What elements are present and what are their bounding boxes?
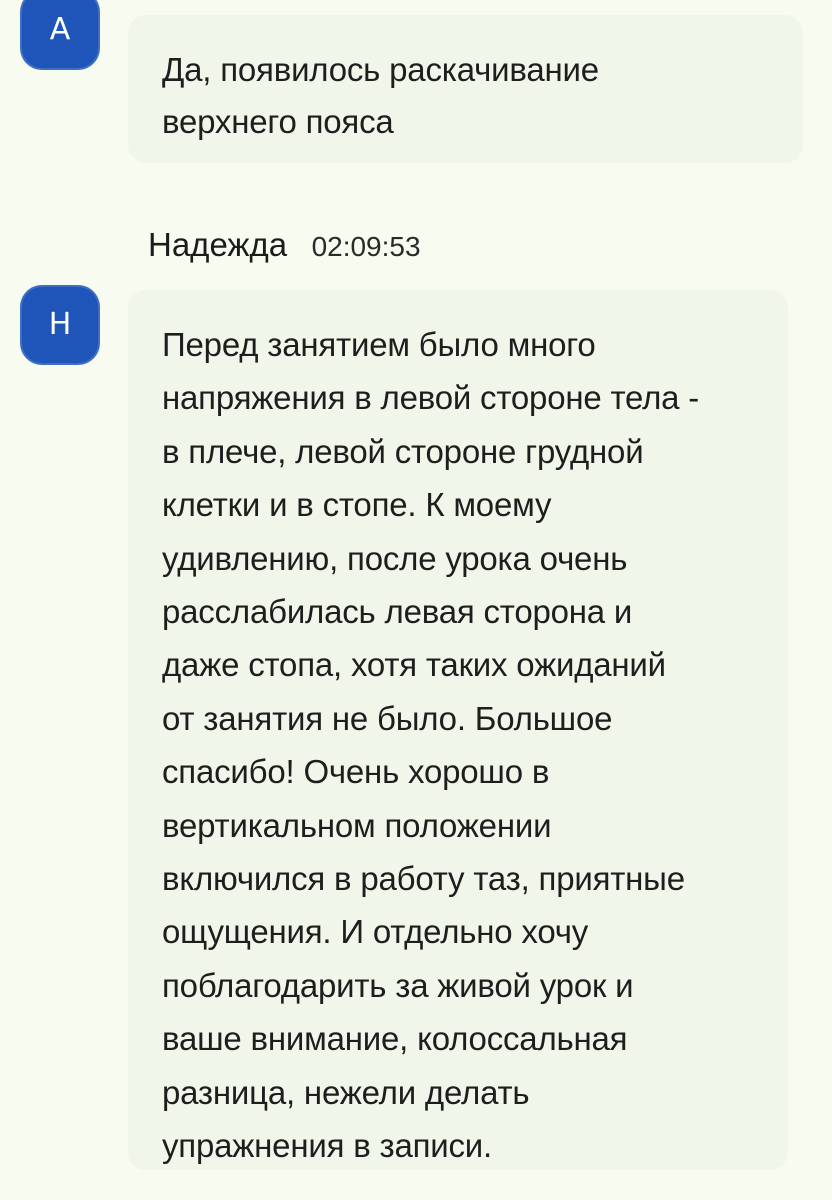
message-line: от занятия не было. Большое [162, 699, 613, 737]
message-timestamp: 02:09:53 [311, 231, 421, 262]
message-line: верхнего пояса [162, 103, 394, 140]
message-line: напряжения в левой стороне тела - [162, 379, 700, 417]
message-line: поблагодарить за живой урок и [162, 966, 634, 1004]
message-line: расслабилась левая сторона и [162, 593, 633, 631]
message-line: Перед занятием было много [162, 326, 596, 363]
message-line: удивлению, после урока очень [162, 539, 628, 577]
message-header [148, 226, 421, 264]
sender-name: Надежда [148, 226, 288, 263]
avatar: A [20, 0, 100, 70]
message-line: ваше внимание, колоссальная [162, 1020, 628, 1058]
message-line: упражнения в записи. [162, 1127, 493, 1165]
message-line: вертикальном положении [162, 806, 552, 844]
message-line: включился в работу таз, приятные [162, 860, 685, 898]
message-line: в плече, левой стороне грудной [162, 432, 644, 470]
message-text [162, 44, 599, 148]
message-line: даже стопа, хотя таких ожиданий [162, 646, 666, 684]
message-line: клетки и в стопе. К моему [162, 486, 552, 524]
message-text [162, 318, 699, 1173]
message-line: Да, появилось раскачивание [162, 51, 599, 88]
message-line: разница, нежели делать [162, 1073, 530, 1111]
message-line: ощущения. И отдельно хочу [162, 913, 589, 951]
message-line: спасибо! Очень хорошо в [162, 753, 550, 791]
avatar: Н [20, 285, 100, 365]
